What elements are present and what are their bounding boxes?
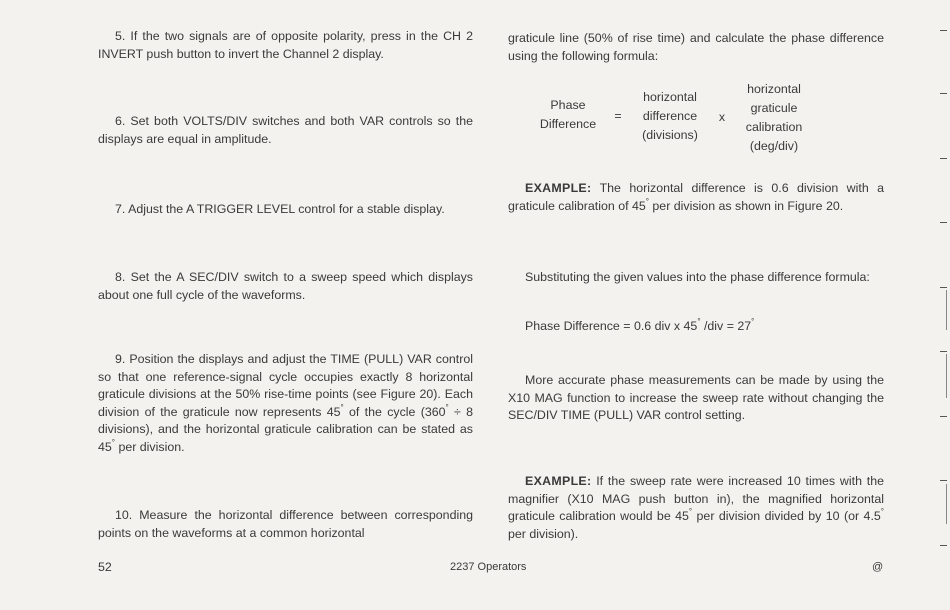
continuation-paragraph: graticule line (50% of rise time) and calculate the phase difference using the following formula: bbox=[508, 31, 884, 63]
edge-tick bbox=[946, 290, 947, 330]
phase-formula bbox=[508, 80, 884, 160]
step-8: 8. Set the A SEC/DIV switch to a sweep speed which displays about one full cycle of the waveforms. bbox=[98, 270, 473, 302]
step-9: 9. Position the displays and adjust the TIME (PULL) VAR control so that one reference-signal cycle occupies exactly 8 horizontal graticule divisions at the 50% rise-time points (see Figure 20). Each division of the graticule now represents 45° of the cycle (360° ÷ 8 divisions), and the horizontal graticule calibration can be stated as 45° per division. bbox=[98, 352, 473, 454]
page-number: 52 bbox=[98, 560, 112, 574]
example-1: EXAMPLE: The horizontal difference is 0.6 division with a graticule calibration of 45° per division as shown in Figure 20. bbox=[508, 181, 884, 213]
edge-mark bbox=[940, 158, 947, 159]
step-7: 7. Adjust the A TRIGGER LEVEL control for a stable display. bbox=[115, 202, 445, 216]
edge-mark bbox=[940, 30, 947, 31]
footer-symbol: @ bbox=[872, 561, 884, 573]
edge-mark bbox=[940, 416, 947, 417]
step-10: 10. Measure the horizontal difference between corresponding points on the waveforms at a common horizontal bbox=[98, 508, 473, 540]
edge-mark bbox=[940, 222, 947, 223]
edge-tick bbox=[946, 354, 947, 398]
substituting-paragraph: Substituting the given values into the phase difference formula: bbox=[525, 270, 870, 284]
formula-term-difference: horizontal difference (divisions) bbox=[642, 90, 698, 142]
edge-mark bbox=[940, 545, 947, 546]
footer-title: 2237 Operators bbox=[450, 561, 527, 573]
example-2: EXAMPLE: If the sweep rate were increased 10 times with the magnifier (X10 MAG push button in), the magnified horizontal graticule calibration would be 45° per division divided by 10 (or 4.5° per division). bbox=[508, 474, 884, 541]
edge-mark bbox=[940, 93, 947, 94]
edge-mark bbox=[940, 287, 947, 288]
edge-mark bbox=[940, 351, 947, 352]
edge-mark bbox=[940, 480, 947, 481]
formula-lhs: Phase Difference bbox=[539, 98, 597, 131]
step-5: 5. If the two signals are of opposite polarity, press in the CH 2 INVERT push button to invert the Channel 2 display. bbox=[98, 29, 473, 61]
formula-times: x bbox=[718, 110, 726, 124]
formula-equals: = bbox=[614, 109, 622, 123]
step-6: 6. Set both VOLTS/DIV switches and both VAR controls so the displays are equal in amplitude. bbox=[98, 114, 473, 146]
accurate-measurement-paragraph: More accurate phase measurements can be made by using the X10 MAG function to increase the sweep rate without changing the SEC/DIV TIME (PULL) VAR control setting. bbox=[508, 373, 884, 422]
calculation-line: Phase Difference = 0.6 div x 45° /div = 27° bbox=[525, 317, 755, 333]
edge-tick bbox=[946, 484, 947, 524]
formula-term-calibration: horizontal graticule calibration (deg/div) bbox=[745, 82, 803, 153]
